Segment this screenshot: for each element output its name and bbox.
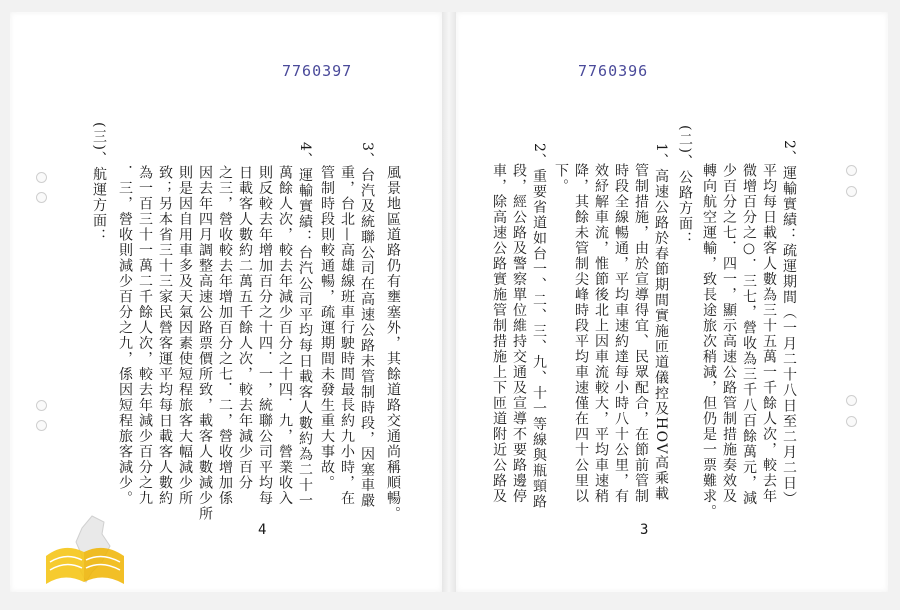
text-column: ．三，營收則減少百分之九，係因短程旅客減少。 xyxy=(117,165,133,506)
page-number-right: 3 xyxy=(640,522,649,538)
side-note: 風景地區道路仍有壅塞外，其餘道路交通尚稱順暢。 xyxy=(385,165,401,522)
text-column: 降，其餘未管制尖峰時段平均車速僅在四十公里以 xyxy=(573,163,589,504)
text-column: 3、台汽及統聯公司在高速公路未管制時段，因塞車嚴 xyxy=(359,142,375,509)
serial-stamp-right: 7760396 xyxy=(578,62,649,80)
text-column: 車，除高速公路實施管制措施上下匝道附近公路及 xyxy=(491,163,507,504)
punch-hole xyxy=(846,165,857,176)
text-column: 1、高速公路於春節期間實施匝道儀控及HOV高乘載 xyxy=(653,143,669,502)
text-column: 為一百三十一萬二千餘人次，較去年減少百分之九 xyxy=(137,165,153,506)
punch-hole xyxy=(36,172,47,183)
text-column: 少百分之七．四一，顯示高速公路管制措施奏效及 xyxy=(721,163,737,504)
text-column: 段，經公路及警察單位維持交通及宣導不要路邊停 xyxy=(511,163,527,504)
text-column: 重，台北—高雄線班車行駛時間最長約九小時，在 xyxy=(339,165,355,506)
text-column: 微增百分之○．三七，營收為三千八百餘萬元，減 xyxy=(741,163,757,506)
text-column: 轉向航空運輸，致長途旅次稍減，但仍是一票難求。 xyxy=(701,163,717,520)
text-column: 致；另本省三十三家民營客運平均每日載客人數約 xyxy=(157,165,173,506)
punch-hole xyxy=(846,395,857,406)
text-column: 平均每日載客人數為三十五萬一千餘人次，較去年 xyxy=(761,163,777,504)
punch-hole xyxy=(36,420,47,431)
text-column: 2、運輸實績：疏運期間（一月二十八日至二月二日） xyxy=(781,140,797,507)
punch-hole xyxy=(36,192,47,203)
text-column: 管制措施，由於宣導得宜、民眾配合，在節前管制 xyxy=(633,163,649,504)
page-number-left: 4 xyxy=(258,522,267,538)
text-column: 4、運輸實績：台汽公司平均每日載客人數約為二十一 xyxy=(297,142,313,509)
section-heading: (三)、航運方面： xyxy=(91,122,107,245)
text-column: 下。 xyxy=(553,163,569,194)
punch-hole xyxy=(846,186,857,197)
text-column: 則反較去年增加百分之十四．一，統聯公司平均每 xyxy=(257,165,273,506)
text-column: 則是因自用車多及天氣因素使短程旅客大幅減少所 xyxy=(177,165,193,506)
text-column: 2、重要省道如台一、二、三、九、十一等線與瓶頸路 xyxy=(531,143,547,510)
text-column: 萬餘人次，較去年減少百分之十四．九，營業收入 xyxy=(277,165,293,506)
punch-hole xyxy=(36,400,47,411)
book-gutter xyxy=(442,12,456,592)
text-column: 管制時段則較通暢，疏運期間未發生重大事故。 xyxy=(319,165,335,491)
serial-stamp-left: 7760397 xyxy=(282,62,353,80)
text-column: 日載客人數約二萬五千餘人次，較去年減少百分 xyxy=(237,165,253,491)
text-column: 因去年四月調整高速公路票價所致，載客人數減少所 xyxy=(197,165,213,522)
text-column: 之三，營收較去年增加百分之七．二，營收增加係 xyxy=(217,165,233,506)
archive-logo-icon xyxy=(40,512,132,590)
text-column: 效紓解車流，惟節後北上因車流較大，平均車速稍 xyxy=(593,163,609,504)
punch-hole xyxy=(846,416,857,427)
section-heading: (二)、公路方面： xyxy=(677,125,693,248)
text-column: 時段全線暢通，平均車速約達每小時八十公里，有 xyxy=(613,163,629,504)
